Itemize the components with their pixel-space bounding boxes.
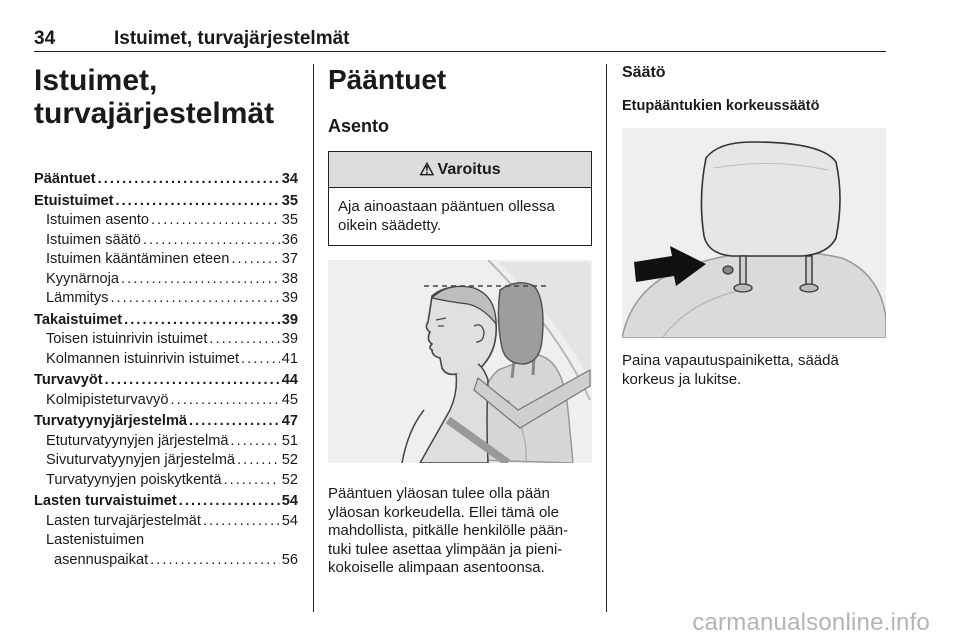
chapter-title-line: turvajärjestelmät: [34, 97, 275, 130]
column-divider: [313, 64, 314, 612]
toc-entry[interactable]: Istuimen kääntäminen eteen . . . 37: [34, 250, 298, 270]
toc-entry[interactable]: Etuistuimet . . . 35: [34, 192, 298, 212]
warning-header: [329, 152, 591, 188]
toc-entry[interactable]: Turvavyöt . . . 44: [34, 371, 298, 391]
toc-entry[interactable]: Lasten turvajärjestelmät . . . 54: [34, 512, 298, 532]
subsection-title: Etupääntukien korkeussäätö: [622, 98, 820, 114]
toc-entry[interactable]: Lastenistuimen: [46, 532, 145, 548]
warning-box: [328, 151, 592, 246]
watermark: carmanualsonline.info: [692, 609, 930, 636]
toc-entry[interactable]: Etuturvatyynyjen järjestelmä . . . 51: [34, 432, 298, 452]
warning-title: Varoitus: [437, 160, 501, 178]
column-divider: [606, 64, 607, 612]
toc-entry[interactable]: Istuimen asento . . . 35: [34, 211, 298, 231]
toc-entry[interactable]: Toisen istuinrivin istuimet . . . 39: [34, 330, 298, 350]
toc-entry[interactable]: Takaistuimet . . . 39: [34, 311, 298, 331]
toc-entry[interactable]: asennuspaikat . . . 56: [34, 551, 298, 571]
running-title: Istuimet, turvajärjestelmät: [114, 28, 350, 49]
toc-entry[interactable]: Kolmipisteturvavyö . . . 45: [34, 391, 298, 411]
toc-entry[interactable]: Kyynärnoja . . . 38: [34, 270, 298, 290]
chapter-title-line: Istuimet,: [34, 64, 158, 97]
toc-entry[interactable]: Sivuturvatyynyjen järjestelmä . . . 52: [34, 451, 298, 471]
toc-entry[interactable]: Lämmitys . . . 39: [34, 289, 298, 309]
toc-entry[interactable]: Kolmannen istuinrivin istuimet . . . 41: [34, 350, 298, 370]
subsection-title: Asento: [328, 116, 390, 136]
adjustment-text: Paina vapautuspainiketta, säädä korkeus ja lukitse.: [622, 352, 839, 388]
section-adjustment: [622, 64, 886, 389]
driver-headrest-illustration: [328, 260, 592, 463]
section-headrests: [328, 64, 592, 578]
page-number: 34: [34, 28, 56, 49]
headrest-position-text: Pääntuen yläosan tulee olla pään yläosan korkeudella. Ellei tämä ole mahdollista, pitkälle henkilölle pään- tuki tulee asettaa ylimpään ja pieni- kokoiselle alimpaan asentoonsa.: [328, 485, 569, 576]
chapter-title: [34, 64, 298, 130]
toc-entry[interactable]: Pääntuet . . . 34: [34, 170, 298, 190]
toc-entry[interactable]: Istuimen säätö . . . 36: [34, 231, 298, 251]
toc-entry[interactable]: Turvatyynyjen poiskytkentä . . . 52: [34, 471, 298, 491]
toc-entry[interactable]: Turvatyynyjärjestelmä . . . 47: [34, 412, 298, 432]
section-title: Pääntuet: [328, 64, 447, 95]
headrest-release-button-illustration: [622, 128, 886, 338]
warning-icon: ⚠: [419, 159, 435, 179]
toc-entry[interactable]: Lasten turvaistuimet . . . 54: [34, 492, 298, 512]
warning-text: Aja ainoastaan pääntuen ollessa oikein säädetty.: [338, 198, 555, 234]
page-header: [34, 28, 886, 52]
chapter-contents: [34, 64, 298, 572]
section-title: Säätö: [622, 64, 666, 81]
